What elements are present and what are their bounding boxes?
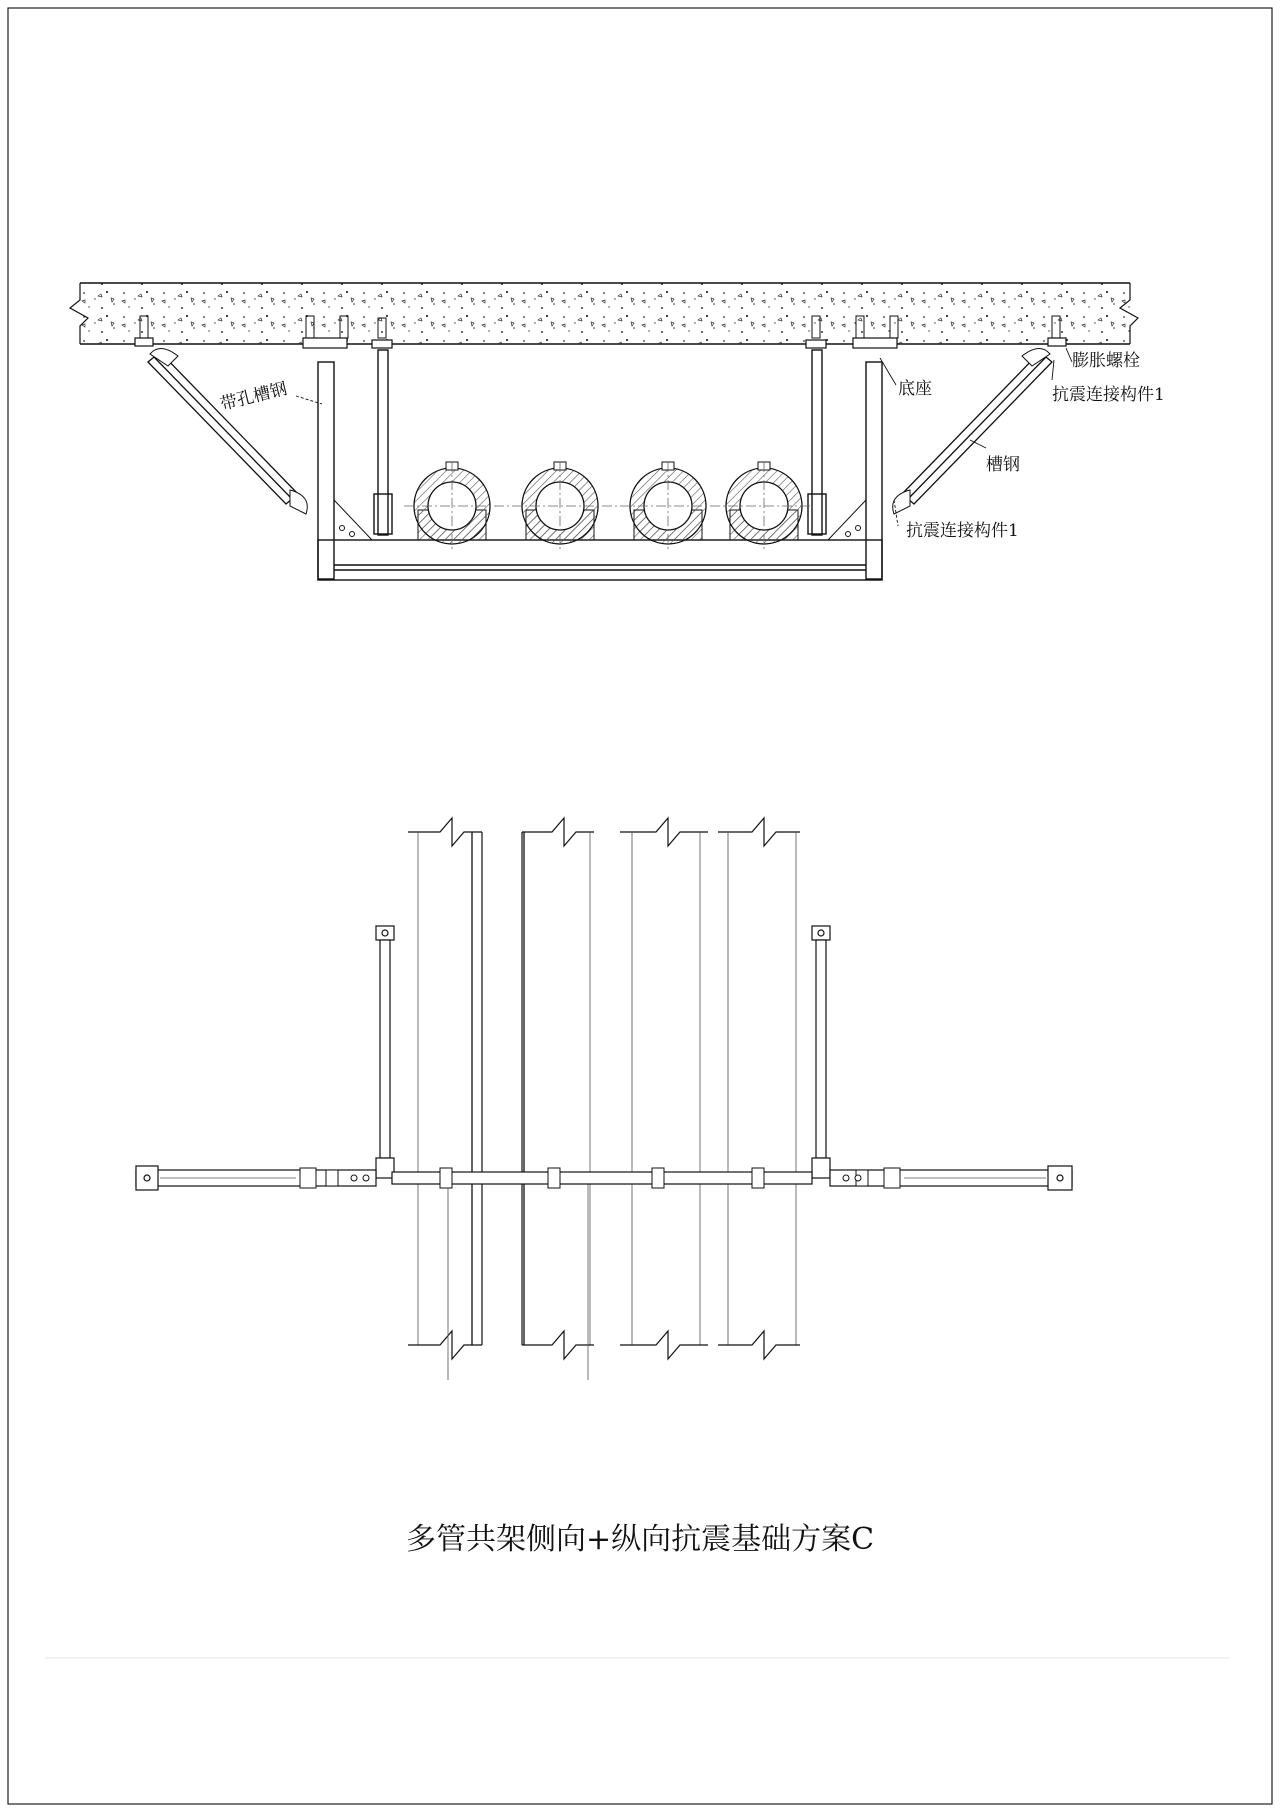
plan-view — [136, 818, 1072, 1380]
diagonal-braces — [148, 352, 1052, 504]
label-seismic-connector-1: 抗震连接构件1 — [1052, 385, 1165, 405]
plan-longitudinal-braces — [376, 926, 830, 1178]
label-seismic-connector-2: 抗震连接构件1 — [906, 521, 1019, 541]
drawing-title: 多管共架侧向+纵向抗震基础方案C — [405, 1522, 875, 1557]
vertical-hangers — [318, 350, 882, 579]
plan-pipe-walls — [448, 832, 588, 1380]
bottom-channel — [318, 540, 882, 580]
pipe-group — [404, 462, 812, 550]
label-base: 底座 — [898, 379, 932, 399]
brace-connectors — [150, 348, 1050, 514]
label-expansion-bolt: 膨胀螺栓 — [1072, 351, 1140, 371]
elevation-view — [70, 283, 1165, 580]
label-channel-steel: 槽钢 — [986, 455, 1020, 475]
concrete-slab — [70, 283, 1138, 344]
plan-pipe-runs — [408, 818, 800, 1359]
label-slotted-channel: 带孔槽钢 — [218, 378, 290, 415]
